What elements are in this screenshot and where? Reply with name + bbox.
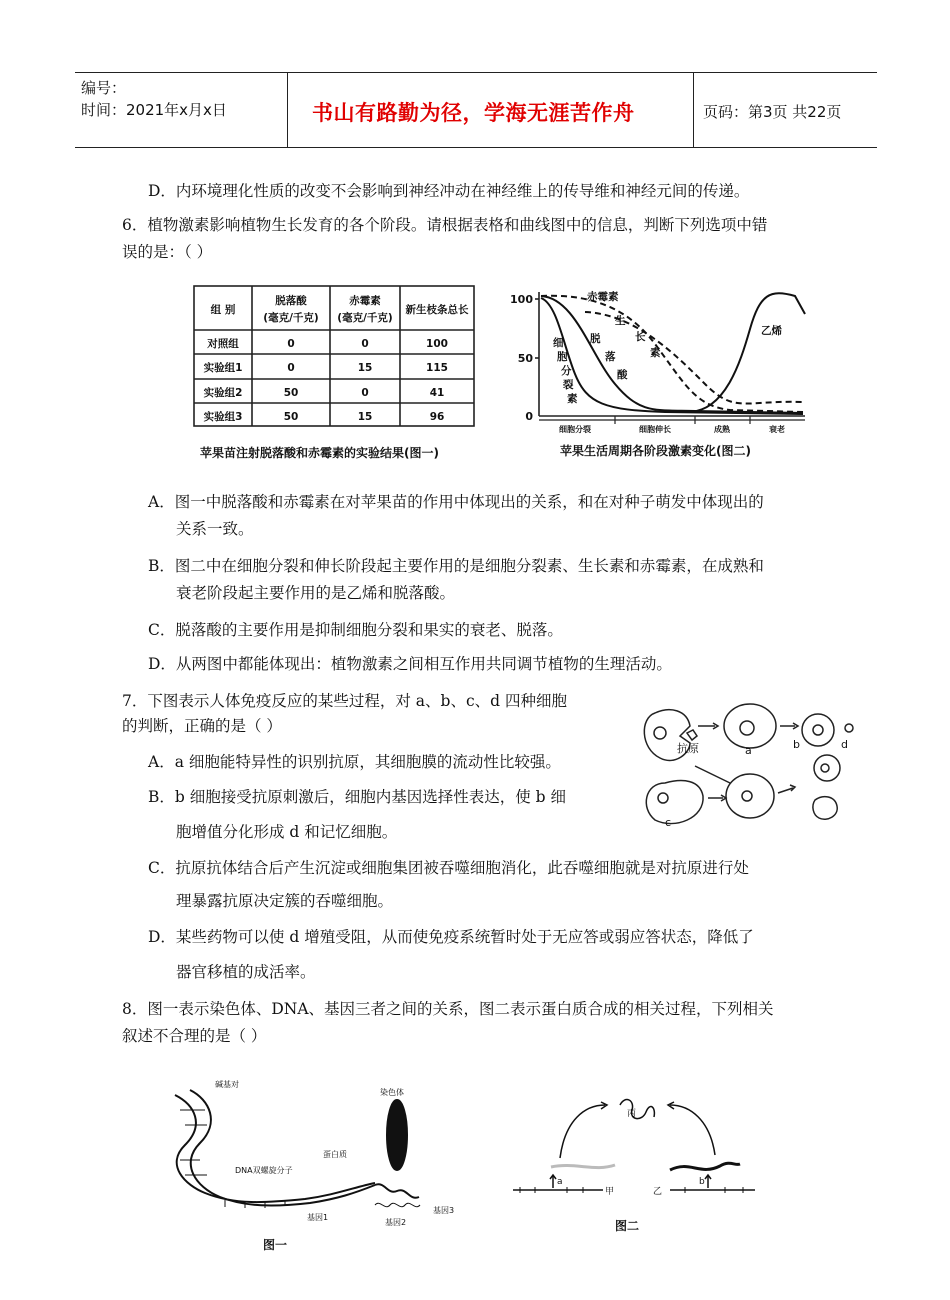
q6-option-b-cont: 衰老阶段起主要作用的是乙烯和脱落酸。 [176, 584, 456, 602]
label-b: b [699, 1177, 705, 1187]
ethylene-curve [690, 293, 805, 412]
table-cell: 15 [357, 411, 373, 423]
label-c: 丙 [627, 1109, 637, 1119]
q6-stem: 6．植物激素影响植物生长发育的各个阶段。请根据表格和曲线图中的信息，判断下列选项中错 [122, 216, 768, 234]
q5-option-d: D．内环境理化性质的改变不会影响到神经冲动在神经维上的传导维和神经元间的传递。 [148, 182, 750, 200]
label-gibberellin: 赤霉素 [587, 291, 619, 303]
q7-stem: 的判断，正确的是（ ） [122, 717, 282, 735]
q6-option-d: D．从两图中都能体现出：植物激素之间相互作用共同调节植物的生理活动。 [148, 655, 672, 673]
table-header: 新生枝条总长 [405, 304, 469, 316]
label-abscisic: 落 [605, 351, 616, 363]
table-cell: 50 [283, 411, 299, 423]
label-cytokinin: 裂 [563, 379, 574, 391]
q6-option-a-cont: 关系一致。 [176, 520, 254, 538]
table-header: 组 别 [210, 304, 236, 316]
label-cytokinin: 分 [561, 365, 572, 377]
q7-option-a: A．a 细胞能特异性的识别抗原，其细胞膜的流动性比较强。 [148, 753, 561, 771]
label-a: a [557, 1177, 563, 1187]
table-header: 赤霉素 [349, 295, 381, 307]
table-cell: 实验组1 [203, 362, 243, 374]
graph-caption: 苹果生活周期各阶段激素变化(图二) [560, 444, 751, 458]
time-label: 时间：2021年x月x日 [81, 101, 227, 119]
q7-option-c: C．抗原抗体结合后产生沉淀或细胞集团被吞噬细胞消化，此吞噬细胞就是对抗原进行处 [148, 859, 749, 877]
page-number: 页码：第3页 共22页 [703, 103, 842, 121]
label-cytokinin: 胞 [557, 351, 568, 363]
gibberellin-curve [541, 296, 803, 412]
stage-label: 成熟 [714, 425, 730, 434]
cell-label-a: a [745, 744, 752, 757]
q6-stem: 误的是：（ ） [122, 243, 213, 261]
q6-option-a: A．图一中脱落酸和赤霉素在对苹果苗的作用中体现出的关系，和在对种子萌发中体现出的 [148, 493, 764, 511]
figure-2-caption: 图二 [615, 1219, 640, 1233]
figure-1-caption: 图一 [263, 1238, 288, 1252]
table-header-unit: (毫克/千克) [263, 312, 319, 324]
label-abscisic: 酸 [617, 369, 628, 381]
label-auxin: 生 [615, 315, 626, 327]
header-divider [693, 73, 694, 147]
table-cell: 0 [361, 338, 369, 350]
auxin-curve [541, 296, 803, 413]
q7-option-d: D．某些药物可以使 d 增殖受阻，从而使免疫系统暂时处于无应答或弱应答状态，降低了 [148, 928, 754, 946]
label-jia: 甲 [605, 1187, 615, 1197]
q7-option-c-cont: 理暴露抗原决定簇的吞噬细胞。 [176, 892, 394, 910]
label-dna: DNA双螺旋分子 [235, 1166, 293, 1175]
stage-label: 衰老 [769, 425, 785, 434]
table-cell: 实验组2 [203, 387, 243, 399]
table-cell: 0 [287, 338, 295, 350]
q8-stem: 叙述不合理的是（ ） [122, 1027, 267, 1045]
header-motto: 书山有路勤为径，学海无涯苦作舟 [312, 101, 635, 125]
table-cell: 100 [426, 338, 448, 350]
q8-figure-1 [165, 1075, 485, 1260]
header-divider [287, 73, 288, 147]
number-label: 编号： [81, 79, 127, 97]
label-gene3: 基因3 [433, 1206, 455, 1215]
q7-option-b: B．b 细胞接受抗原刺激后，细胞内基因选择性表达，使 b 细 [148, 788, 567, 806]
label-gene1: 基因1 [307, 1213, 329, 1222]
q7-option-b-cont: 胞增值分化形成 d 和记忆细胞。 [176, 823, 398, 841]
label-abscisic: 脱 [590, 333, 601, 345]
table-cell: 实验组3 [203, 411, 243, 423]
label-ethylene: 乙烯 [761, 325, 782, 337]
table-cell: 对照组 [207, 338, 239, 350]
table-cell: 41 [429, 387, 445, 399]
table-cell: 96 [429, 411, 445, 423]
stage-label: 细胞伸长 [639, 425, 671, 434]
q7-immune-figure [635, 688, 870, 828]
stage-label: 细胞分裂 [559, 425, 591, 434]
q6-table-figure [192, 284, 492, 469]
q8-stem: 8．图一表示染色体、DNA、基因三者之间的关系，图二表示蛋白质合成的相关过程，下列相关 [122, 1000, 774, 1018]
cell-label-c: c [665, 816, 672, 828]
q8-figure-2 [505, 1080, 765, 1240]
label-chromosome: 染色体 [380, 1088, 404, 1097]
page-header [75, 72, 877, 148]
label-gene2: 基因2 [385, 1218, 407, 1227]
label-cytokinin: 素 [567, 393, 578, 405]
cytokinin-curve [541, 298, 803, 414]
q7-stem: 7．下图表示人体免疫反应的某些过程，对 a、b、c、d 四种细胞 [122, 692, 567, 710]
label-base-pair: 碱基对 [215, 1080, 239, 1089]
q6-option-c: C．脱落酸的主要作用是抑制细胞分裂和果实的衰老、脱落。 [148, 621, 563, 639]
header-meta [81, 77, 227, 121]
table-cell: 0 [287, 362, 295, 374]
y-tick: 100 [510, 293, 533, 306]
table-caption: 苹果苗注射脱落酸和赤霉素的实验结果(图一) [200, 446, 439, 460]
label-auxin: 长 [635, 331, 646, 343]
cell-label-b: b [793, 738, 800, 751]
table-cell: 0 [361, 387, 369, 399]
label-protein: 蛋白质 [323, 1150, 347, 1159]
table-header: 脱落酸 [275, 295, 307, 307]
label-yi: 乙 [653, 1187, 663, 1197]
q6-option-b: B．图二中在细胞分裂和伸长阶段起主要作用的是细胞分裂素、生长素和赤霉素，在成熟和 [148, 557, 764, 575]
q6-hormone-graph [505, 284, 835, 469]
table-cell: 115 [426, 362, 448, 374]
y-tick: 0 [525, 410, 533, 423]
table-cell: 50 [283, 387, 299, 399]
y-tick: 50 [517, 352, 533, 365]
q7-option-d-cont: 器官移植的成活率。 [176, 963, 316, 981]
table-cell: 15 [357, 362, 373, 374]
table-header-unit: (毫克/千克) [337, 312, 393, 324]
cell-label-d: d [841, 738, 848, 751]
label-auxin: 素 [650, 347, 661, 359]
antigen-label: 抗原 [677, 742, 699, 755]
label-cytokinin: 细 [553, 337, 564, 349]
